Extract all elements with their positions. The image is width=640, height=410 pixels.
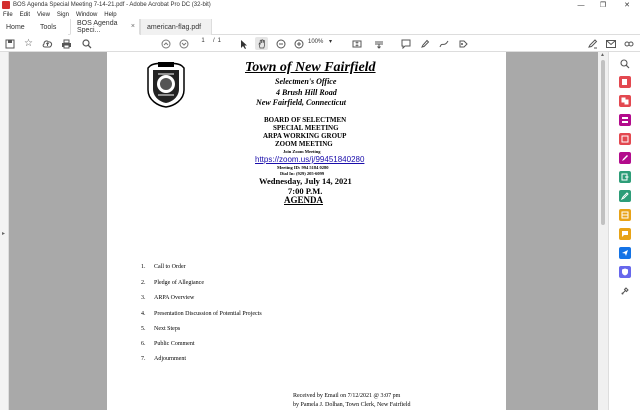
- edit-pdf-icon[interactable]: [619, 133, 631, 145]
- zoom-in-icon[interactable]: [292, 37, 305, 50]
- scrolling-mode-icon[interactable]: [372, 37, 385, 50]
- scrollbar-thumb[interactable]: [601, 60, 605, 225]
- meeting-id: Meeting ID: 994 5184 0280: [277, 165, 329, 170]
- cloud-upload-icon[interactable]: [41, 37, 54, 50]
- agenda-item: [141, 280, 204, 286]
- received-by-clerk: by Pamela J. Dolhan, Town Clerk, New Fairfield: [293, 402, 411, 408]
- vertical-scrollbar[interactable]: [598, 52, 608, 410]
- agenda-item-number: 2.: [141, 280, 146, 286]
- page-separator: /: [213, 38, 215, 44]
- left-navigation-pane[interactable]: [0, 52, 9, 410]
- bookmark-star-icon[interactable]: ☆: [24, 38, 33, 49]
- close-window-button[interactable]: ✕: [624, 2, 630, 9]
- protect-icon[interactable]: [619, 266, 631, 278]
- close-tab-icon[interactable]: ×: [130, 23, 135, 30]
- pdf-page: [107, 52, 506, 410]
- toolbar: [0, 35, 640, 52]
- town-seal-logo: [144, 60, 188, 108]
- send-for-review-icon[interactable]: [619, 247, 631, 259]
- town-name-heading: Town of New Fairfield: [245, 60, 376, 75]
- agenda-item-text: Next Steps: [154, 326, 181, 332]
- print-icon[interactable]: [60, 37, 73, 50]
- comment-tool-icon[interactable]: [619, 228, 631, 240]
- sign-pen-icon[interactable]: [586, 37, 599, 50]
- tab-document-label: american-flag.pdf: [147, 23, 202, 31]
- right-tools-pane: [608, 52, 640, 410]
- document-viewer[interactable]: [9, 52, 605, 410]
- window-title: BOS Agenda Special Meeting 7-14-21.pdf - Adobe Acrobat Pro DC (32-bit): [13, 2, 211, 8]
- page-total: 1: [217, 38, 222, 44]
- agenda-item: [141, 326, 180, 332]
- tab-document-american-flag[interactable]: [140, 19, 212, 35]
- chevron-down-icon: ▾: [329, 39, 333, 45]
- save-icon[interactable]: [3, 37, 16, 50]
- export-pdf-icon[interactable]: [619, 171, 631, 183]
- zoom-meeting-link[interactable]: https://zoom.us/j/99451840280: [255, 155, 365, 164]
- menu-file[interactable]: File: [3, 11, 13, 18]
- draw-icon[interactable]: [437, 37, 450, 50]
- tab-bar: [0, 19, 640, 35]
- tab-document-bos-agenda[interactable]: [70, 19, 140, 35]
- minimize-button[interactable]: —: [577, 1, 585, 9]
- zoom-out-icon[interactable]: [274, 37, 287, 50]
- acrobat-app-icon: [2, 1, 10, 9]
- scan-ocr-icon[interactable]: [619, 209, 631, 221]
- agenda-item-number: 3.: [141, 295, 146, 301]
- comment-icon[interactable]: [399, 37, 412, 50]
- meeting-date: Wednesday, July 14, 2021: [259, 176, 352, 186]
- fill-and-sign-icon[interactable]: [619, 190, 631, 202]
- combine-files-icon[interactable]: [619, 95, 631, 107]
- more-tools-icon[interactable]: [619, 285, 631, 297]
- agenda-item-number: 6.: [141, 341, 146, 347]
- dial-in-number: Dial In: (929) 205-6099: [280, 171, 325, 176]
- agenda-item-number: 4.: [141, 311, 146, 317]
- agenda-item: [141, 295, 194, 301]
- agenda-item-number: 7.: [141, 356, 146, 362]
- search-icon[interactable]: [80, 37, 93, 50]
- tab-home[interactable]: Home: [0, 19, 34, 35]
- agenda-item-text: Presentation Discussion of Potential Projects: [154, 311, 262, 317]
- agenda-item-text: Public Comment: [154, 341, 195, 347]
- address-line-2: New Fairfield, Connecticut: [256, 98, 346, 107]
- board-heading: BOARD OF SELECTMEN: [264, 116, 347, 124]
- stamp-icon[interactable]: [456, 37, 469, 50]
- agenda-item-number: 5.: [141, 326, 146, 332]
- menu-sign[interactable]: Sign: [56, 11, 69, 18]
- expand-left-pane-icon[interactable]: ▸: [2, 231, 6, 237]
- address-line-1: 4 Brush Hill Road: [276, 88, 337, 97]
- agenda-item-text: Adjournment: [154, 356, 186, 362]
- join-zoom-label: Join Zoom Meeting: [283, 149, 321, 154]
- meeting-time: 7:00 P.M.: [288, 186, 323, 196]
- create-pdf-icon[interactable]: [619, 76, 631, 88]
- menu-view[interactable]: View: [37, 11, 50, 18]
- working-group-heading: ARPA WORKING GROUP: [263, 132, 347, 140]
- tab-tools[interactable]: Tools: [34, 19, 68, 35]
- agenda-item: [141, 341, 195, 347]
- request-signature-icon[interactable]: [619, 152, 631, 164]
- received-stamp: Received by Email on 7/12/2021 @ 3:07 pm: [293, 393, 401, 399]
- menu-window[interactable]: Window: [75, 11, 98, 18]
- scroll-up-arrow-icon[interactable]: ▲: [600, 52, 605, 58]
- previous-page-icon[interactable]: [159, 37, 172, 50]
- zoom-level-dropdown[interactable]: [308, 38, 332, 45]
- agenda-heading: AGENDA: [284, 195, 324, 205]
- organize-pages-icon[interactable]: [619, 114, 631, 126]
- tab-document-label: BOS Agenda Speci...: [77, 19, 118, 34]
- title-bar: [0, 0, 640, 10]
- menu-help[interactable]: Help: [104, 11, 117, 18]
- fit-page-icon[interactable]: [350, 37, 363, 50]
- agenda-item: [141, 356, 186, 362]
- zoom-meeting-heading: ZOOM MEETING: [275, 140, 333, 148]
- maximize-button[interactable]: ❐: [599, 2, 607, 9]
- agenda-item-text: Call to Order: [154, 264, 186, 270]
- agenda-item-text: ARPA Overview: [154, 295, 195, 301]
- next-page-icon[interactable]: [177, 37, 190, 50]
- agenda-item: [141, 264, 186, 270]
- page-navigator: [196, 38, 221, 44]
- meeting-type-heading: SPECIAL MEETING: [273, 124, 339, 132]
- agenda-item-number: 1.: [141, 264, 146, 270]
- office-name: Selectmen's Office: [275, 77, 337, 86]
- agenda-item-text: Pledge of Allegiance: [154, 280, 204, 286]
- hand-tool-icon[interactable]: [255, 37, 268, 50]
- email-icon[interactable]: [604, 37, 617, 50]
- agenda-item: [141, 311, 262, 317]
- share-link-icon[interactable]: [622, 37, 635, 50]
- menu-bar: [0, 10, 640, 19]
- select-pointer-icon[interactable]: [237, 37, 250, 50]
- search-tool-icon[interactable]: [619, 58, 631, 70]
- menu-edit[interactable]: Edit: [19, 11, 31, 18]
- zoom-level-value: 100%: [308, 39, 324, 45]
- highlight-pen-icon[interactable]: [418, 37, 431, 50]
- page-number-input[interactable]: 1: [201, 38, 205, 44]
